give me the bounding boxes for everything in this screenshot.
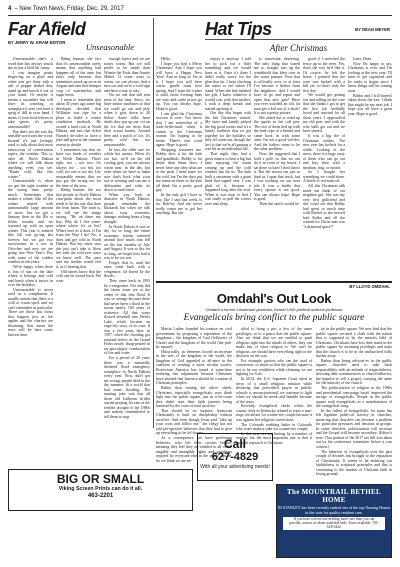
big-or-small-ad: [8, 469, 193, 511]
omdahl-byline: BY LLOYD OMDAHL: [349, 284, 390, 289]
hat-tips-byline: BY DEAN MEYER: [355, 27, 390, 32]
hat-tips-headline: After Christmas: [269, 43, 328, 53]
omdahl-subtitle: Omdahl a former Lieutenant governor, former UND political science professor: [205, 307, 343, 312]
call-ad: [197, 433, 273, 481]
big-or-small-line: Viking Screen Prints can do it all.: [58, 486, 143, 492]
mountrail-title: The MOUNTRAIL BETHEL HOME: [287, 488, 381, 504]
far-afield-title: Far Afield: [8, 19, 86, 39]
omdahl-column-2: titled to bring a pie, a few of the same privileges, or to a peace that the public square. Also we think that we are entitled to push religious right into the minds of others, they can make fun of what religion is. We can't be religious, we should have everything right or the decision on the way. For example, pastors who can the road of conversion, so much so that the public square is not to be our wealthiest while claiming we are fighting for God. In 2014, the U.S. Supreme Court ruled in favor of a small religious mission while declaring that prescribed prayer in pub-lic schools is unconstitutional, we continue to fight when we should be meek and humble because of the jesus. Recently, evangelical clerks which the county clerk in Kentucky refused to issue a mar-riage certificate for a same-sex couple because it was against her religious convictions. The Colorado wedding baker in Colorado who won't make a cake for a same-sex couple. In this case, we are hurting by a number of reasons but the most important one is that it brought reproach to Christian-: [236, 327, 312, 445]
big-or-small-phone: 463-2201: [87, 493, 114, 499]
omdahl-top-rule: [156, 281, 392, 283]
hat-tips-column-0: enjoys it anyway. I told her to pick out a little something and we would have at it. Once it's done I didn't really worry for the plan that far. I kept checking the status to see where I'd stand. When she had finished her gift, I knew whatever it would cost with that mother, I took a deep breath and started opening it. Our day this began with the fun Christmas started. My sister and family picked the big good rooms and it's a family tradition that we get together for the holidays so they all come out, though the fact is that we're all gaining a wee bit in an individual life. That night, they had a great chance to hear a big fun time enjoying the storm coming up and the cold weather has hit us. The kids built a snowman with a giant head that tipped over. I was glad of it, because it happened long after the visit. When it was time to bed I was ready to pull the covers over and sleep.: [205, 57, 252, 206]
page-number: 4: [8, 6, 12, 12]
call-ad-title: Call: [223, 437, 246, 451]
far-afield-column-2: Being human, the fact that it's unseasonable rarely means that anything bad happens all of the time, but that's only because that sometimes snack up on us in August and ruin that bumper crop of watermelon and sugar beets. I seem to remember that about 30 years ago some big developer decided that Williston was ripe for a place to build a winter conditions methods. He owned a hard rock at North Dakota, and saw that Arbor Nursery de-cides to have a joke and gave at the summer retreat to decide. I sometimes say that we have two kinds of weather in North Dakota. That's right, too – not two. It's always too – too hot, too cold, too wet or too dry. Un-seasonable means that we just got the wrong too for the time of the year. Being human, the too that people in North Dakota com-plain about the most tends to be the one that does the least harm. The truth is, we will see the image saying, "Be on there my boy, Why do I live some-where where it's as hot? Where here as it does, if I'm from the Way I do? No, it does and get cold in North Dakota. But my sister says she just can't take it, bless her with the cold ever since we knew well. The once said my mother would feel it, as if hearing that. Old timers know that the cold can be tossed back. We wear: [56, 57, 101, 283]
column-divider: [153, 18, 154, 428]
header-rule: [8, 15, 392, 16]
hat-tips-column-3: Later, Dean Now I'm happy to say, Christmas is over, and I'm looking at the new year. I'll have to get organized and be ready to begin, since I know things will be coming soon. Bobby and I still haven't taken down the tree. I think that might be my next job. I hope you all have a great year. Hope is good.: [348, 57, 392, 116]
publication-line: – New Town News, Friday, Dec. 29, 2017: [14, 6, 124, 12]
far-afield-column-3: enough layers and we are toasty warm. But we still prefer to be inside than Winnie the Pooh than Auntie Mabel. If some crisis is warm, we can always find a nice car and we're a cold sign and have a way to stay. No, no one that still sent most of the time. Since, we have indoor machines so that we could go out and play when it gets down to 20 below. Some folks have sheds they put up our cot on the ice that are nicer than their actual homes. Around here and a patch of ice, it's pretty cold but not unseasonable. In fact, the other one we whole hot asonia. When it's too hot, we'll on the old cooling gets, you are always warm near, in the day, but even when we have to make sure that's back what your son is wearing and can use a dishwasher and what its down to earth there. When you look at disasters in North Dakota, people remember the blizzards but when we talk about your economic damage, nothing beats a long drought. In North Dakota it was so dry for so long, the entire economic system centered around how much rain fell on the last months of July and August. It was so dry for so long, we forget how bad it was to be too wet. Forget, that is, until the rains came back with a vengeance, fol-lowed by the floods. They came back in 1993 by a vengeance. Not only did the farms town see at the center of that first flood. It was so strange because there had never been a flood in the towns nearly 100 years of existence. All that water flowed downhill into Devils Lake, which became an enge-rily story of its own. It was a few years later, in 1997, when the flooding got national notice as the Grand Forks nearly disap-peared in an apocalyptic combi-nation of fire and water. For a period of 20 years there was a nationally declared flood emergency someplace in North Dakota every year. Now, don't get me wrong, people died in the dry summer. In a world that had some flooding. The running joke was that all those old Lutheran la-dies started praying for rain at the terrible drought of the 1980s and nobody remembered to tell them to stop.: [104, 57, 150, 419]
far-afield-column-4: Hello, I hope you had a Merry Christmas! And I hope you will have a Happy New Year! And as long as I'm at it, I hope you will have warm, gentle rains next spring. And I hope the winter is mild, those evening lines are easy and cattle prices go up. You can always hope. Hope is good. I am glad the Christmas sea-son is over. You know that I am somewhat of a stick-in-the-mud when it comes to the Christmas season. I'm hoping to be better. There's that word again. Hope is good. Shopping frustrates me. Bobby does it for the kids and grandkids. Bobby is far better than Santa does. I never have any idea what are to the peak. I need some for the cold, but I'm the door put my name on them so the kids all think I'm a pretty good guy. In the only gift I have to buy, like I said last week, is for Bob-by. And she never really wants me to get her anything. But she: [156, 57, 202, 216]
mountrail-bethel-ad: [276, 484, 392, 558]
mountrail-sub: IN STANLEY has been recently ranked one of the top Nursing Homes in the state for quality resident care.: [277, 505, 391, 515]
hat-tips-rule: [205, 39, 392, 40]
call-ad-number: 627-4829: [211, 451, 259, 463]
omdahl-headline: Evangelicals bring conflict to the public square: [183, 313, 365, 323]
mountrail-body: If you have a loved one needing more care than you can provide, contact us about available beds. Tours available. 701-628-2442: [283, 517, 385, 530]
hat-tips-title: Hat Tips: [205, 19, 272, 39]
far-afield-headline: Unseasonable: [85, 42, 135, 52]
hat-tips-column-1: is somewhat deserving. The only thing that scared me so straight was up the windshield that blew over in the waste pasture. Now that is officially over, or at least I've become a shelter from the neighbors. And I would have to go and repair and open that new gate! Have you ever watched an old, fat man get a kid out of a ditch? It is not a pretty picture. She asked me to wind up the sparks in the calf pen. The two of them tied up with the lead rope of a kennel and came back in with some sleet. I'm not a good wel-der. And the halters seem to be the other problem. Now, the suggested that I hold a pole, so that we can do it in front of my house. I sat there so hard I don't know it. But the tractor ran just as hard as I spun that truck, but I was working on our next job. It was a buddy that every spouse is not good. You can always hope. Hope is good. Then she said it would be: [254, 57, 300, 206]
hat-tips-column-2: good if I stretched the fence up to the trees. Yes, that's the way he'd like it. Of course, he left the horse, I pointed that the wire was barbed with a hill yet, so that's only the first day. We would get getting out and rolling on the wire that she thinks I got to get the first job faithfully loved and unwind for all those years. I approached my old post, and with the wire balls got out and we have started. It was a big fire of Christmas wishes. The new year has ba-bels for a while. Looking at the news, there is a huge array of them who can go out and buy their with a medium, ring, or mouse. So I bought her something we could share. A bottle of red-mint oil. All this Christmas talk made me think of our neighbor girl. She was my very first girlfriend and she could see that Bobby had spent so much time with Rachel as she herself had. Kaiko and all she wanted for Christ-mas was "a diamond space"!: [303, 57, 345, 229]
omdahl-column-1: Martin Luther founded his treatise on civil government by proposing a separation of the kingdoms – the kingdom of God (followers of Christ) and the kingdom of the world (the pub-lic square). Historically, as elements forced an increase in the size of the kingdom of the world, the kingdom of God appealed to all-ance in the coalition of creating a more secular society. Protes-tant America has found it some-time realizing this adjustment because Christians have insisted that America should be a nation of Christian principles. Rather than turning the oth-er cheek, Christians, especially evangelicals, now think fight into the public square, just as it be-cause they didn't start their faith journey being harassed by the cross of total sacrifice. That should be no surprise. American Christianity is built on discipleship without sacrifice. And even though Jesus said "take up your cross and follow me," the clergy has not told per-spective believers that they had to give up everything to be fol-lowers. As a consequence, we have professing believers, who left their crosses behind, meaning they feel they are entitled to all of the tangible and intangible rights and privileges enjoyed by everyone else in the public square. So we think we are en-: [156, 327, 232, 463]
far-afield-column-1: Unseasonable…that's a word that has always struck me as just a little bit funny. I can imagine peaks finger-ing on a plate and when you get done with a salt or pepper shaker they stand up and knock it out of your hand. Or maybe it means a cucumber that will have its watering, or someplace it sees you have a sprig of dill in your hand. I mean, if your food refuses to take spices, it's pretty unseasonable! But that's not the way the sensible word uses the word. Instead it's just lovingly used to talk about that most innocu-ous of conversation topics, the weather. This is, after all, North Dakota where we will talk about anything, even, you see, "Kinda cold, like this winter." Unseasonable is when we get the right weather at the wrong time, pretty much. Sometimes that makes a winter, like all the winter started with unseasonably large amount of snow, but we got a January thaw in the 40s or fifties months and we warmed up with an open winter. This year it seemed like fall was go-ing last forever, but we got two snowstorms in a row in Octo-ber and now we are going into New Year's Day with some of the coldest weather in ten years. We're happy when there is lots of sun on the lake where it belongs and cold and harsh when it snows in over the holidays. Unseasonable is never used as a compliment. It usually means that there is a cold or warm spell, and we can't remember in particular. There are those last frosts that happen just as the apples and the cherries are blooming; that mean the trees will be bare come harvest time.: [8, 57, 53, 337]
omdahl-column-3: ity in the public square. We now find that the public square cre-ated a clash with the nation that is supposed to be the nation's field of Christians. Christians have lost their stand in the public square by assuming privileges and tasks that the church is to be in the unchurched folks further away. Rather than being advocat-es in the public square, churches need to take back responsibility with an attitude of respectfulness, devoting their constituencies to church behavior, the impulse to sell a gospel, carrying the same for the ministry of the church. The politicization of religion in the 1960s and presidential cam-paign hasn't improved the im-age of evangelicals. People in the public square took evangelicals as a manifestation of the evangelical wing. In the fullest of evangelicals, for some has left legalism politi-cal activity in churches, mean-ing that churches can become a problem for particular pressures and tensions in groups. In some churches, politicization will increase and the Gospel will become secondary. (Editor's note: That portion of the 2017 tax bill was taken out by the conference committee before it was written.) The behavior of evangelicals over the past couple of decades has brought to the reputation of Christianity. It seems to be enduring our faithfulness to scriptural principles and that is continuing to the number of Christian faith in losing ground.: [316, 327, 392, 477]
omdahl-title: Omdahl's Out Look: [216, 291, 332, 306]
page-header: [8, 6, 392, 15]
far-afield-byline: BY JERRY W. KRAM EDITOR: [8, 40, 66, 45]
call-ad-tagline: With all your advertising needs!: [200, 464, 270, 470]
big-or-small-title: BIG OR SMALL: [56, 472, 145, 486]
